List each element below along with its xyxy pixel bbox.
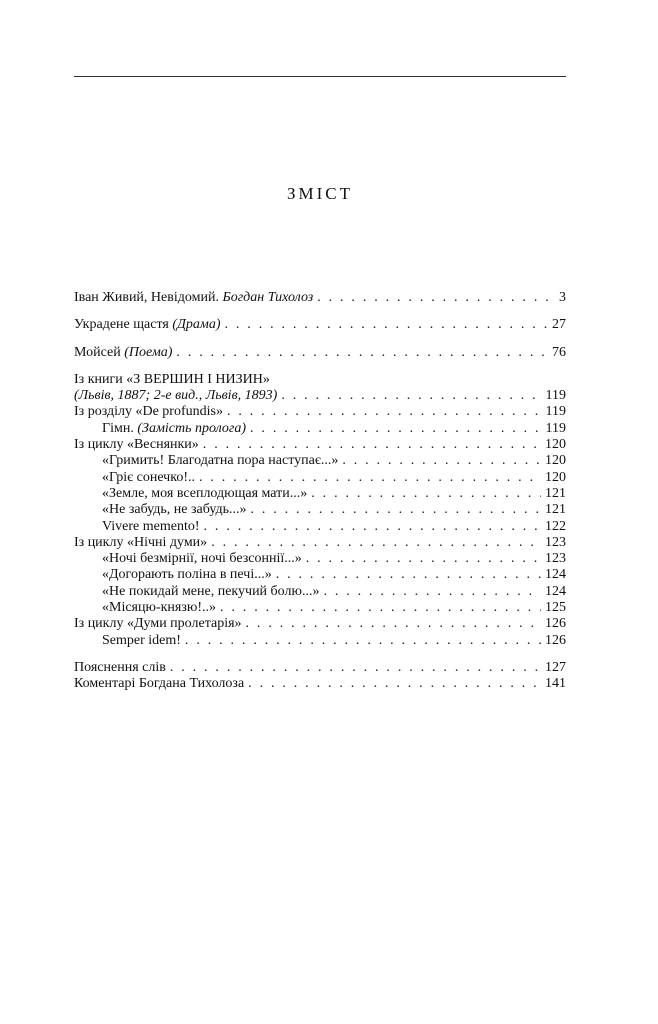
dot-leader [317, 290, 548, 306]
toc-entry-note: (Драма) [172, 317, 221, 333]
toc-entry-title: «Догорають поліна в печі...» [102, 567, 272, 583]
dot-leader [250, 502, 541, 518]
dot-leader [176, 345, 548, 361]
toc-entry-title: Мойсей [74, 344, 121, 360]
toc-entry[interactable] [74, 600, 566, 616]
toc-entry-title: Із циклу «Думи пролетарія» [74, 616, 242, 632]
toc-entry-title: Із циклу «Веснянки» [74, 437, 199, 453]
toc-entry-title: «Не забудь, не забудь...» [102, 502, 247, 518]
page-number: 123 [545, 551, 566, 567]
toc-entry-title: Коментарі Богдана Тихолоза [74, 676, 245, 692]
page-number: 27 [552, 317, 566, 333]
toc-entry-title: «Гримить! Благодатна пора наступає...» [102, 453, 339, 469]
page-number: 121 [545, 485, 566, 501]
toc-entry-title: Із розділу «De profundis» [74, 404, 223, 420]
dot-leader [311, 486, 541, 502]
toc-entry-title: Із циклу «Нічні думи» [74, 534, 208, 550]
dot-leader [306, 551, 541, 567]
toc-entry-title: «Місяцю-князю!..» [102, 600, 216, 616]
toc-entry[interactable] [74, 290, 566, 306]
page-number: 126 [545, 632, 566, 648]
page-number: 120 [545, 437, 566, 453]
toc-section-title[interactable]: Із книги «З ВЕРШИН І НИЗИН» [74, 371, 270, 387]
dot-leader [225, 317, 549, 333]
page-number: 119 [545, 388, 566, 404]
page-number: 124 [545, 567, 566, 583]
toc-entry[interactable] [74, 317, 566, 333]
toc-entry-title: Semper idem! [102, 632, 181, 648]
page-number: 125 [545, 600, 566, 616]
dot-leader [227, 404, 542, 420]
toc-entry-note: (Замість пролога) [137, 420, 247, 436]
page-number: 126 [545, 616, 566, 632]
page-number: 121 [545, 502, 566, 518]
toc-entry-title: Украдене щастя [74, 317, 169, 333]
page-number: 141 [545, 676, 566, 692]
toc-entry-title: «Ночі безмірнії, ночі безсоннії...» [102, 551, 302, 567]
toc-entry-title: «Земле, моя всеплодющая мати...» [102, 485, 308, 501]
toc-entry-title: «Гріє сонечко!.. [102, 469, 195, 485]
page-number: 119 [545, 404, 566, 420]
toc-entry[interactable] [74, 633, 566, 649]
dot-leader [170, 660, 541, 676]
toc-entry[interactable] [74, 660, 566, 676]
toc-entry[interactable] [74, 388, 566, 404]
page-number: 120 [545, 453, 566, 469]
toc-entry[interactable] [74, 535, 566, 551]
page-number: 119 [545, 420, 566, 436]
dot-leader [248, 676, 541, 692]
toc-entry-title: Гімн. [102, 420, 134, 436]
dot-leader [276, 567, 541, 583]
toc-entry[interactable] [74, 486, 566, 502]
table-of-contents [74, 290, 566, 693]
toc-entry-title: «Не покидай мене, пекучий болю...» [102, 583, 320, 599]
toc-entry[interactable] [74, 616, 566, 632]
dot-leader [211, 535, 541, 551]
page-number: 76 [552, 344, 566, 360]
toc-entry[interactable] [74, 502, 566, 518]
dot-leader [342, 453, 541, 469]
toc-entry-author: Богдан Тихолоз [222, 290, 314, 305]
toc-entry-note: (Поема) [124, 344, 173, 360]
dot-leader [203, 437, 541, 453]
dot-leader [185, 633, 541, 649]
dot-leader [250, 421, 542, 437]
dot-leader [246, 616, 541, 632]
toc-entry-title: Іван Живий, Невідомий. [74, 290, 219, 305]
dot-leader [281, 388, 541, 404]
dot-leader [220, 600, 541, 616]
top-rule [74, 76, 566, 77]
toc-entry[interactable] [74, 676, 566, 692]
toc-entry[interactable] [74, 584, 566, 600]
toc-entry[interactable] [74, 567, 566, 583]
toc-entry[interactable] [74, 519, 566, 535]
dot-leader [323, 584, 541, 600]
toc-entry[interactable] [74, 470, 566, 486]
page-number: 120 [545, 469, 566, 485]
toc-entry[interactable] [74, 437, 566, 453]
page-number: 3 [559, 290, 566, 305]
toc-entry[interactable] [74, 421, 566, 437]
dot-leader [199, 470, 541, 486]
page-title: ЗМІСТ [286, 184, 354, 203]
toc-entry[interactable] [74, 551, 566, 567]
toc-entry[interactable] [74, 453, 566, 469]
toc-entry[interactable] [74, 345, 566, 361]
toc-entry-note: (Львів, 1887; 2-е вид., Львів, 1893) [74, 388, 278, 404]
page-number: 123 [545, 534, 566, 550]
toc-entry-title: Vivere memento! [102, 518, 200, 534]
toc-entry[interactable] [74, 404, 566, 420]
toc-entry-title: Пояснення слів [74, 659, 166, 675]
page-number: 127 [545, 659, 566, 675]
dot-leader [204, 519, 541, 535]
page-number: 124 [545, 583, 566, 599]
page-number: 122 [545, 518, 566, 534]
